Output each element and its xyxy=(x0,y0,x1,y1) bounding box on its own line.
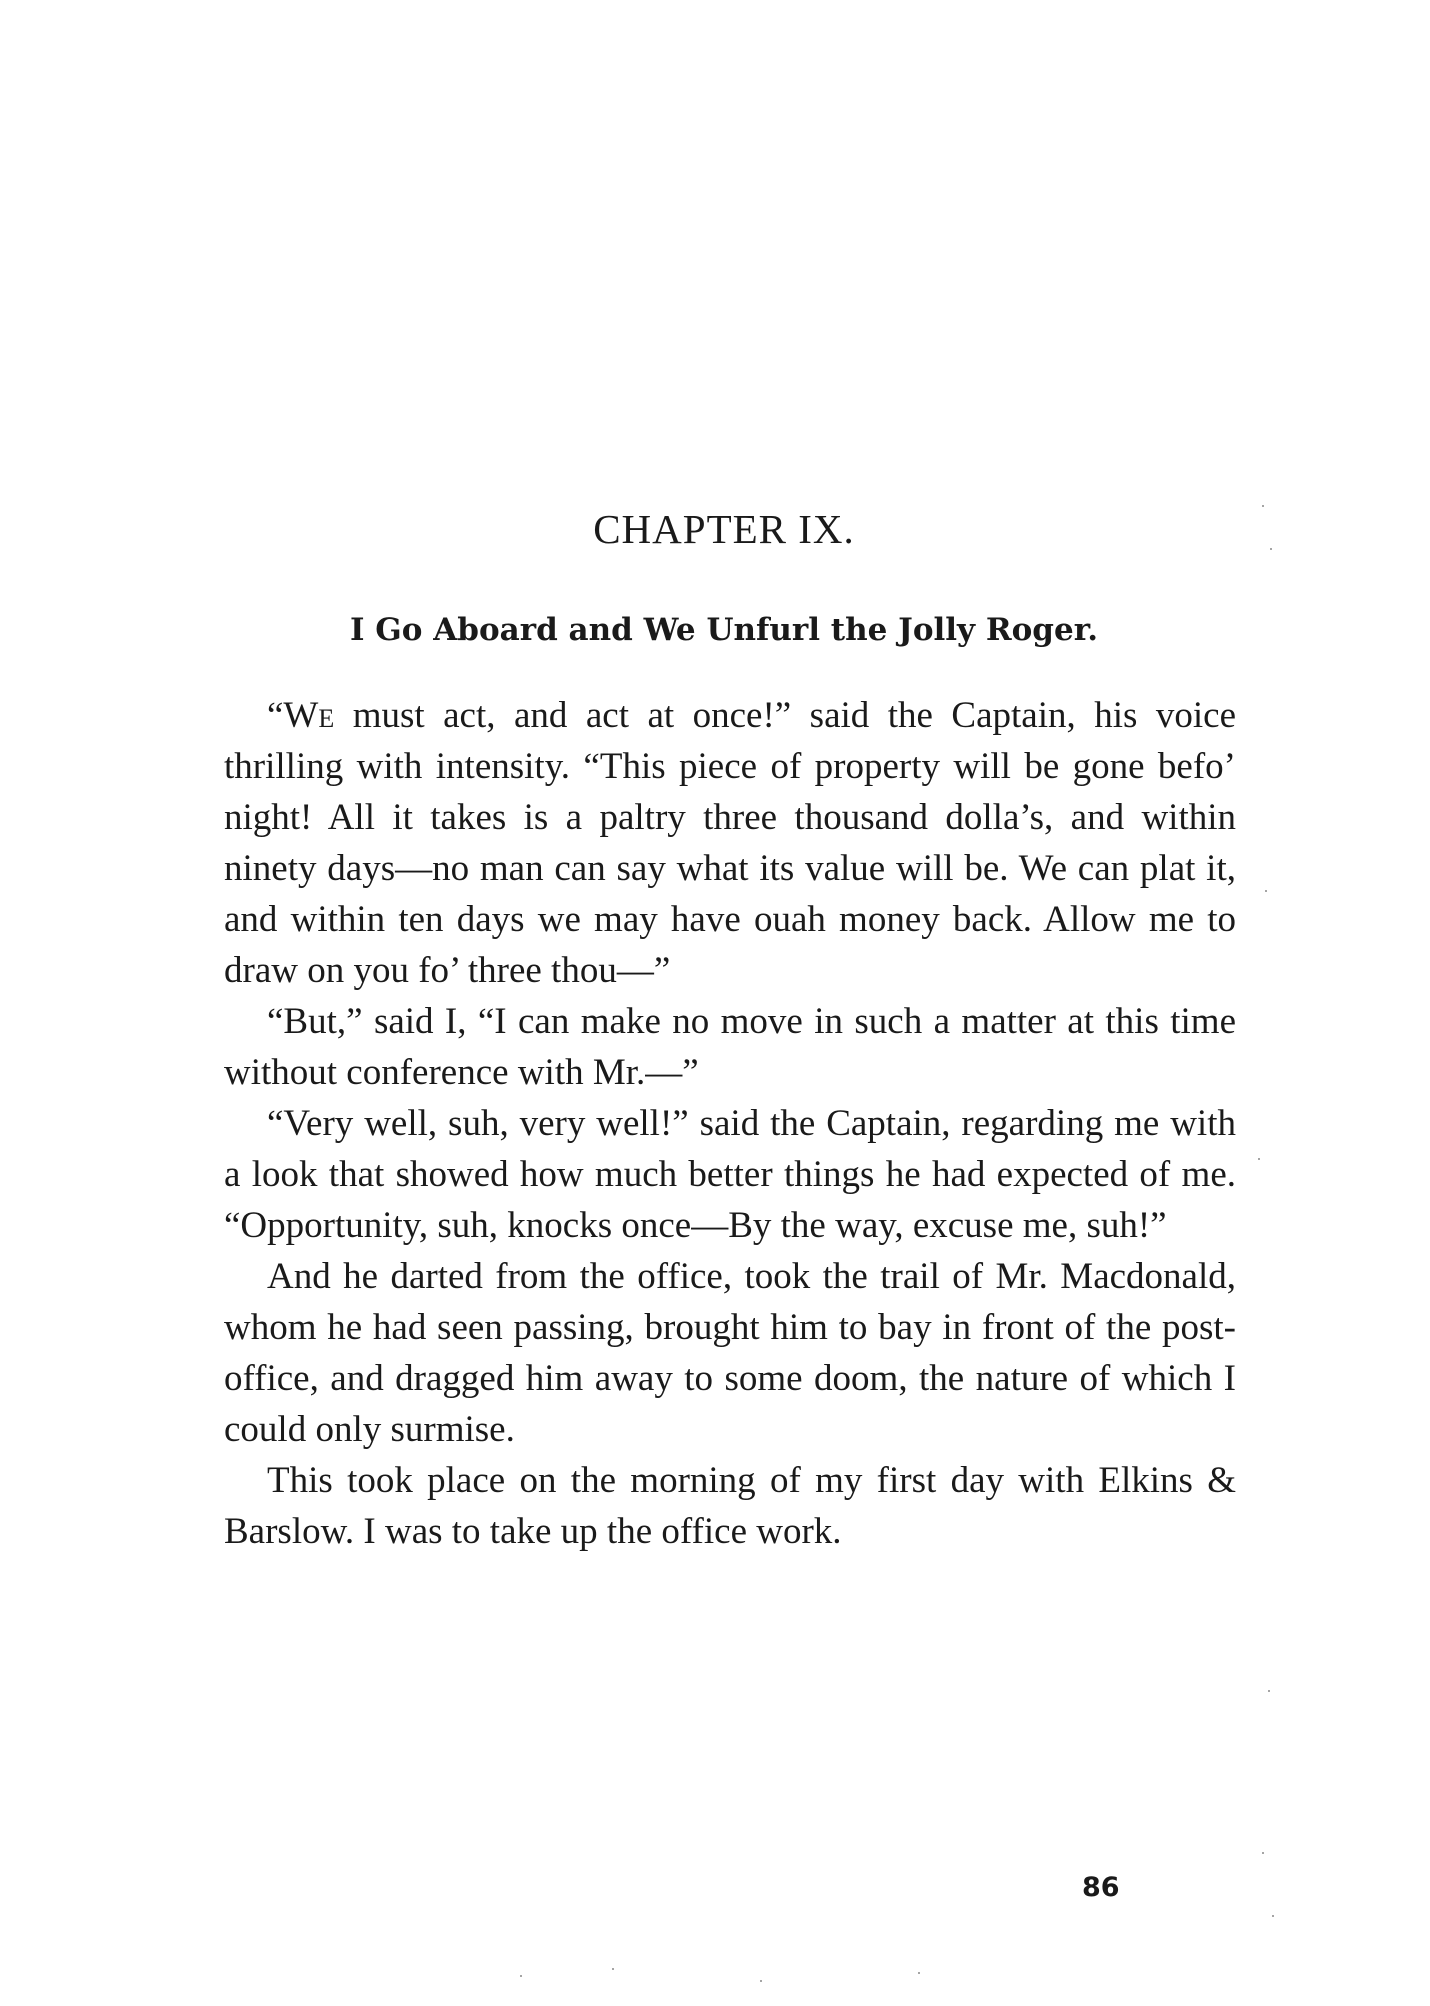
scan-speckle xyxy=(1262,505,1264,507)
scan-speckle xyxy=(1258,1158,1260,1160)
paragraph-1 xyxy=(224,690,1236,996)
scan-speckle xyxy=(760,1980,762,1982)
paragraph-lead-word: “We xyxy=(267,695,335,736)
scan-speckle xyxy=(918,1972,920,1974)
paragraph-2: “But,” said I, “I can make no move in such a matter at this time without conference with Mr.—” xyxy=(224,1001,1236,1093)
page-number: 86 xyxy=(1082,1872,1120,1903)
scan-speckle xyxy=(1268,1690,1270,1692)
paragraph-3: “Very well, suh, very well!” said the Captain, regarding me with a look that showed how much better things he had expected of me. “Opportunity, suh, knocks once—By the way, excuse me, suh!” xyxy=(224,1103,1236,1246)
scan-speckle xyxy=(1270,548,1272,550)
scan-speckle xyxy=(1262,1852,1264,1854)
scan-speckle xyxy=(1265,890,1267,892)
scan-speckle xyxy=(612,1968,614,1970)
paragraph-text: must act, and act at once!” said the Captain, his voice thrilling with intensity. “This piece of property will be gone befo’ night! All it takes is a paltry three thousand dolla’s, and within ninety days—no man can say what its value will be. We can plat it, and within ten days we may have ouah money back. Allow me to draw on you fo’ three thou—” xyxy=(224,695,1236,991)
chapter-heading: CHAPTER IX. xyxy=(593,506,855,552)
paragraph-4: And he darted from the office, took the trail of Mr. Macdonald, whom he had seen passing, brought him to bay in front of the post-office, and dragged him away to some doom, the nature of which I could only surmise. xyxy=(224,1256,1236,1450)
paragraph-5: This took place on the morning of my first day with Elkins & Barslow. I was to take up the office work. xyxy=(224,1460,1236,1552)
scan-speckle xyxy=(520,1975,522,1977)
chapter-body xyxy=(224,690,1236,1557)
scan-speckle xyxy=(1272,1915,1274,1917)
chapter-subtitle: I Go Aboard and We Unfurl the Jolly Roger. xyxy=(350,612,1098,648)
